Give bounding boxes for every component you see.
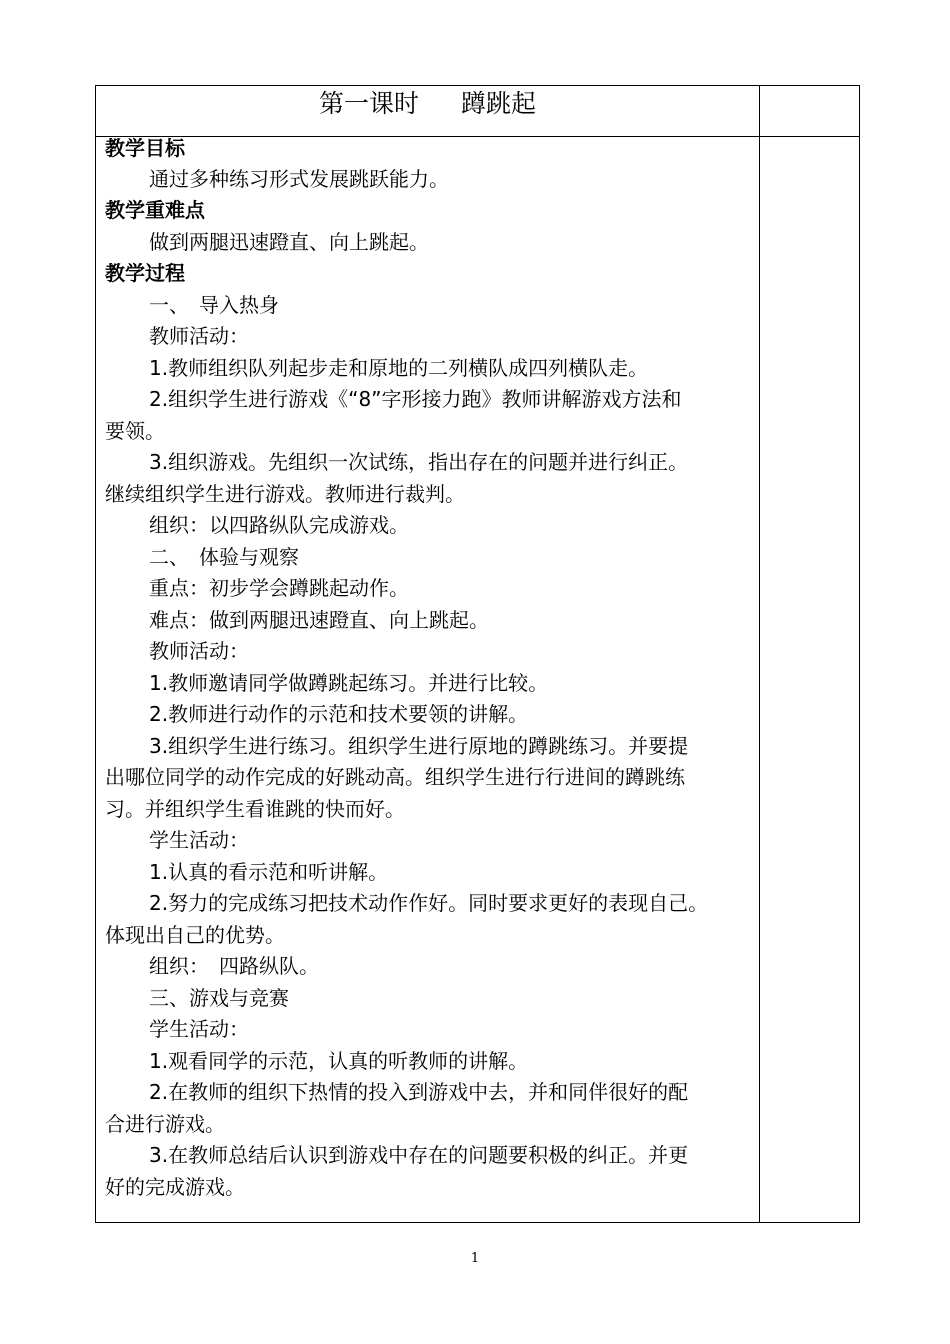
- process-line: 教师活动：: [149, 639, 249, 663]
- process-line: 出哪位同学的动作完成的好跳动高。组织学生进行行进间的蹲跳练: [105, 765, 685, 789]
- lesson-table: [95, 85, 860, 1223]
- process-line: 好的完成游戏。: [105, 1175, 245, 1199]
- column-divider: [759, 86, 760, 1222]
- process-line: 2.教师进行动作的示范和技术要领的讲解。: [149, 702, 529, 726]
- process-line: 1.观看同学的示范，认真的听教师的讲解。: [149, 1049, 529, 1073]
- process-line: 1.认真的看示范和听讲解。: [149, 860, 389, 884]
- process-line: 教师活动：: [149, 324, 249, 348]
- process-line: 体现出自己的优势。: [105, 923, 285, 947]
- lesson-number: 第一课时: [318, 89, 419, 118]
- process-line: 二、 体验与观察: [149, 545, 299, 569]
- process-line: 3.在教师总结后认识到游戏中存在的问题要积极的纠正。并更: [149, 1143, 689, 1167]
- process-line: 1.教师组织队列起步走和原地的二列横队成四列横队走。: [149, 356, 649, 380]
- process-line: 一、 导入热身: [149, 293, 279, 317]
- process-line: 1.教师邀请同学做蹲跳起练习。并进行比较。: [149, 671, 549, 695]
- process-line: 习。并组织学生看谁跳的快而好。: [105, 797, 405, 821]
- process-line: 合进行游戏。: [105, 1112, 225, 1136]
- process-line: 难点：做到两腿迅速蹬直、向上跳起。: [149, 608, 489, 632]
- process-line: 重点：初步学会蹲跳起动作。: [149, 576, 409, 600]
- page-number: 1: [470, 1251, 480, 1266]
- row-divider: [96, 136, 859, 137]
- process-line: 三、游戏与竞赛: [149, 986, 289, 1010]
- process-line: 组织： 四路纵队。: [149, 954, 319, 978]
- lesson-title: [96, 86, 759, 136]
- process-line: 3.组织游戏。先组织一次试练，指出存在的问题并进行纠正。: [149, 450, 689, 474]
- process-line: 2.努力的完成练习把技术动作作好。同时要求更好的表现自己。: [149, 891, 709, 915]
- lesson-topic: 蹲跳起: [461, 89, 537, 118]
- process-line: 继续组织学生进行游戏。教师进行裁判。: [105, 482, 465, 506]
- process-line: 组织：以四路纵队完成游戏。: [149, 513, 409, 537]
- process-line: 2.在教师的组织下热情的投入到游戏中去，并和同伴很好的配: [149, 1080, 689, 1104]
- process-line: 2.组织学生进行游戏《“8”字形接力跑》教师讲解游戏方法和: [149, 387, 682, 411]
- key-text: 做到两腿迅速蹬直、向上跳起。: [149, 230, 429, 254]
- goal-text: 通过多种练习形式发展跳跃能力。: [149, 167, 449, 191]
- key-heading: 教学重难点: [105, 198, 205, 222]
- process-line: 学生活动：: [149, 828, 249, 852]
- goal-heading: 教学目标: [105, 136, 185, 160]
- process-line: 要领。: [105, 419, 165, 443]
- process-line: 学生活动：: [149, 1017, 249, 1041]
- process-line: 3.组织学生进行练习。组织学生进行原地的蹲跳练习。并要提: [149, 734, 689, 758]
- process-heading: 教学过程: [105, 261, 185, 285]
